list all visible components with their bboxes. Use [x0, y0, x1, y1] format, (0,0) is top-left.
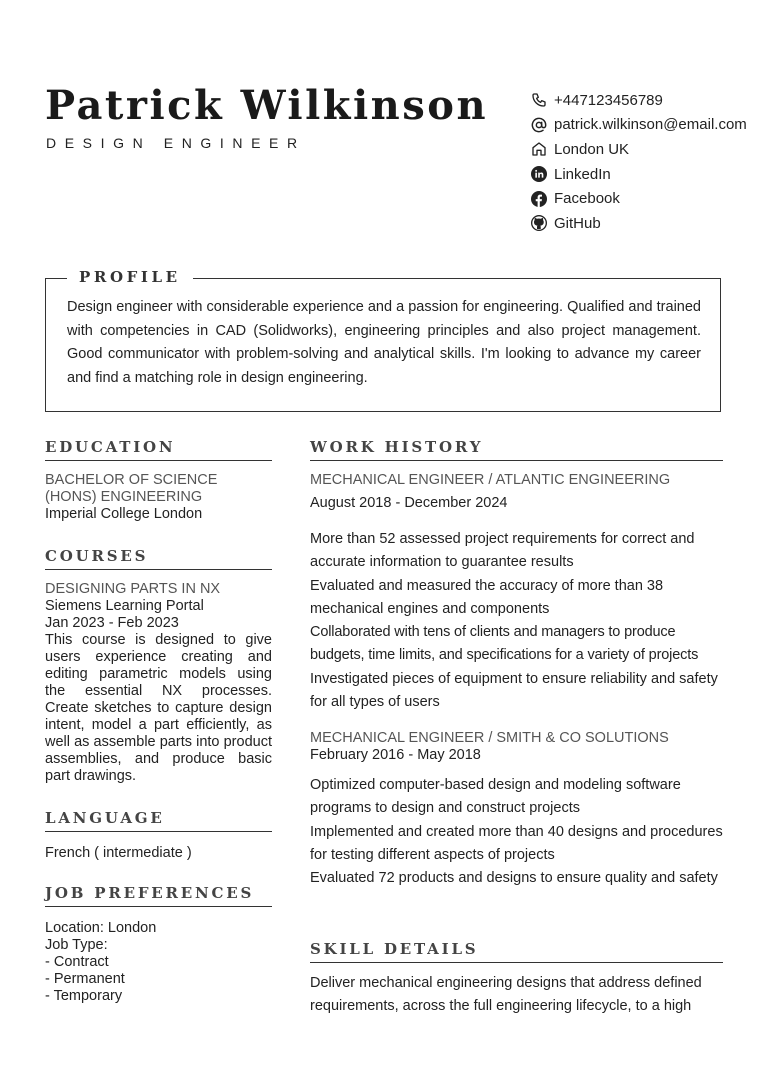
facebook-icon: [530, 190, 547, 207]
job-preference-type: - Temporary: [45, 988, 123, 1004]
at-icon: [530, 116, 547, 133]
job-preference-location: Location: London: [45, 920, 157, 936]
job-title: MECHANICAL ENGINEER / ATLANTIC ENGINEERING: [310, 472, 671, 488]
contact-location-text: London UK: [554, 140, 630, 158]
education-heading: EDUCATION: [45, 438, 272, 461]
courses-heading: COURSES: [45, 547, 272, 570]
language-section: [45, 845, 272, 862]
contact-phone: [530, 88, 747, 113]
contact-github-text[interactable]: GitHub: [554, 214, 601, 232]
job-preferences-section: [45, 920, 272, 1005]
job-bullets: [310, 528, 723, 714]
contact-phone-text: +447123456789: [554, 91, 663, 109]
contact-list: [530, 88, 747, 236]
job-bullet: Collaborated with tens of clients and managers to produce budgets, time limits, and specifications for a variety of projects: [310, 624, 699, 664]
job-bullet: Investigated pieces of equipment to ensure reliability and safety for all types of users: [310, 670, 718, 711]
github-icon: [530, 215, 547, 232]
job-preference-type: - Contract: [45, 954, 109, 970]
skill-details-text: Deliver mechanical engineering designs that address defined requirements, across the full engineering lifecycle, to a high: [310, 975, 702, 1015]
profile-text: Design engineer with considerable experience and a passion for engineering. Qualified and trained with competencies in CAD (Solidworks), engineering principles and also project management. Good communicator with problem-solving and analytical skills. I'm looking to advance my career and find a matching role in design engineering.: [67, 299, 701, 386]
linkedin-icon: [530, 166, 547, 183]
job-bullet: Evaluated and measured the accuracy of more than 38 mechanical engines and components: [310, 577, 664, 617]
course-provider: Siemens Learning Portal: [45, 598, 204, 614]
job-preference-type-label: Job Type:: [45, 937, 108, 953]
phone-icon: [530, 92, 547, 109]
education-section: [45, 472, 272, 523]
job-dates: February 2016 - May 2018: [310, 747, 481, 763]
work-history-heading: WORK HISTORY: [310, 438, 723, 461]
job-preferences-heading: JOB PREFERENCES: [45, 884, 272, 907]
contact-facebook-text[interactable]: Facebook: [554, 190, 620, 208]
profile-heading: PROFILE: [67, 268, 193, 286]
course-description: This course is designed to give users experience creating and editing parametric models using the essential NX processes. Create sketches to capture design intent, model a part efficiently, as well as assemble parts into product assemblies, and produce basic part drawings.: [45, 632, 272, 784]
language-heading: LANGUAGE: [45, 809, 272, 832]
education-degree: BACHELOR OF SCIENCE (HONS) ENGINEERING: [45, 472, 218, 505]
job-preference-type: - Permanent: [45, 971, 125, 987]
contact-email-text[interactable]: patrick.wilkinson@email.com: [554, 116, 747, 134]
job-bullets: [310, 774, 723, 890]
courses-section: [45, 581, 272, 785]
job-dates: August 2018 - December 2024: [310, 495, 508, 511]
job-entry: [310, 730, 723, 764]
job-entry: [310, 472, 723, 512]
job-bullet: Implemented and created more than 40 designs and procedures for testing different aspects of projects: [310, 823, 723, 863]
course-dates: Jan 2023 - Feb 2023: [45, 615, 179, 631]
job-title: MECHANICAL ENGINEER / SMITH & CO SOLUTIONS: [310, 730, 669, 746]
candidate-name: Patrick Wilkinson: [45, 82, 489, 129]
course-name: DESIGNING PARTS IN NX: [45, 581, 221, 597]
job-bullet: Optimized computer-based design and modeling software programs to design and construct projects: [310, 777, 681, 817]
contact-linkedin[interactable]: [530, 162, 747, 187]
home-icon: [530, 141, 547, 158]
contact-email[interactable]: [530, 113, 747, 138]
contact-linkedin-text[interactable]: LinkedIn: [554, 165, 611, 183]
job-bullet: More than 52 assessed project requirements for correct and accurate information to guarantee results: [310, 531, 695, 571]
education-school: Imperial College London: [45, 506, 203, 522]
language-item: French ( intermediate ): [45, 845, 192, 861]
contact-location: [530, 137, 747, 162]
contact-github[interactable]: [530, 211, 747, 236]
candidate-title: DESIGN ENGINEER: [46, 135, 306, 151]
contact-facebook[interactable]: [530, 186, 747, 211]
job-bullet: Evaluated 72 products and designs to ensure quality and safety: [310, 870, 718, 887]
skill-details-heading: SKILL DETAILS: [310, 940, 723, 963]
